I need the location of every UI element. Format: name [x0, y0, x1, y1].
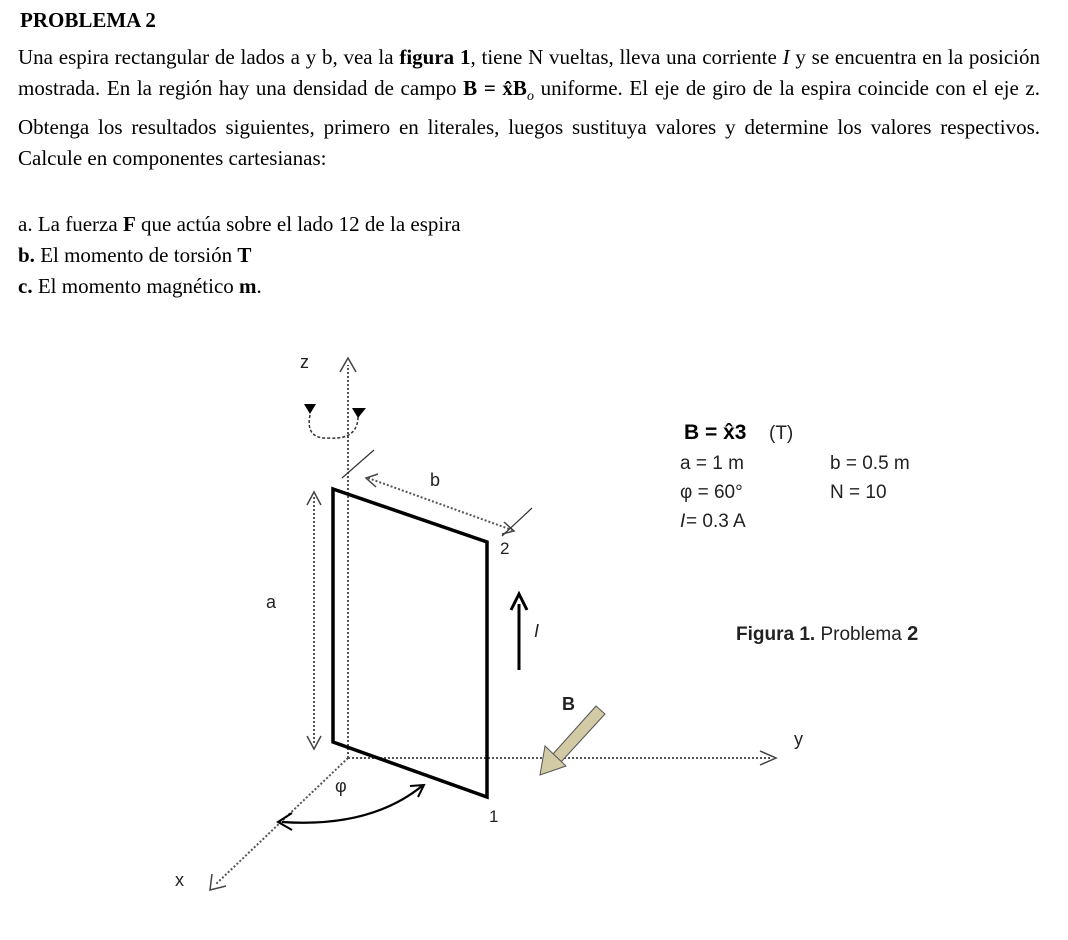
corner-1-label: 1	[489, 807, 499, 826]
item-label: a.	[18, 212, 33, 236]
field-arrow-shaft	[553, 706, 605, 762]
field-formula: $B = x̂B_o$	[463, 76, 534, 105]
figure-reference: figura 1	[399, 45, 471, 69]
value-i: = 0.3 A	[686, 511, 746, 532]
statement-text-4: uniforme. El eje de giro de la espira coincide con el eje z. Obtenga los resultados siguientes, primero en literales, luegos sustituya valores y determine los valores respectivos. Calcule en componentes cartesianas:	[18, 76, 1040, 171]
statement-text-1: Una espira rectangular de lados a y b, vea la	[18, 45, 400, 69]
rotation-arrow	[309, 412, 358, 438]
value-n: N = 10	[830, 482, 887, 503]
corner-2-label: 2	[500, 539, 510, 558]
dimension-a-label: a	[266, 592, 277, 612]
x-axis-label: x	[175, 870, 184, 890]
item-a: a. La fuerza F que actúa sobre el lado 12 de la espira	[18, 212, 461, 236]
dimension-b-tick-right	[502, 508, 532, 536]
statement-text-3: y se encuentra en la posición mostrada. En la región hay una densidad de campo	[18, 45, 1040, 100]
problem-title: PROBLEMA 2	[20, 8, 156, 32]
item-b: b. El momento de torsión T	[18, 243, 252, 267]
dimension-b-label: b	[430, 470, 441, 490]
dimension-b-tick-left	[342, 450, 374, 478]
angle-arc	[282, 786, 422, 823]
figure-caption: Figura 1. Problema 2	[736, 623, 919, 645]
value-b-field: B = x̂3	[684, 421, 747, 444]
field-label: B	[562, 694, 575, 714]
statement-text-2: , tiene N vueltas, lleva una corriente	[470, 45, 783, 69]
y-axis-label: y	[794, 729, 803, 749]
value-b: b = 0.5 m	[830, 453, 910, 474]
current-label: I	[534, 621, 540, 641]
z-axis-label: z	[300, 352, 309, 372]
value-b-unit: (T)	[769, 423, 794, 444]
rotation-arrowhead-left	[304, 404, 316, 414]
rectangular-loop	[333, 489, 487, 797]
value-a: a = 1 m	[680, 453, 744, 474]
current-symbol: I	[782, 45, 790, 69]
angle-label: φ	[335, 776, 347, 796]
value-i-symbol: I	[680, 511, 686, 532]
item-label: b.	[18, 243, 35, 267]
item-label: c.	[18, 274, 33, 298]
value-phi: φ = 60°	[680, 482, 743, 503]
rotation-arrowhead-right	[352, 408, 366, 418]
x-axis-arrowhead	[210, 874, 226, 890]
item-c: c. El momento magnético m.	[18, 274, 262, 298]
